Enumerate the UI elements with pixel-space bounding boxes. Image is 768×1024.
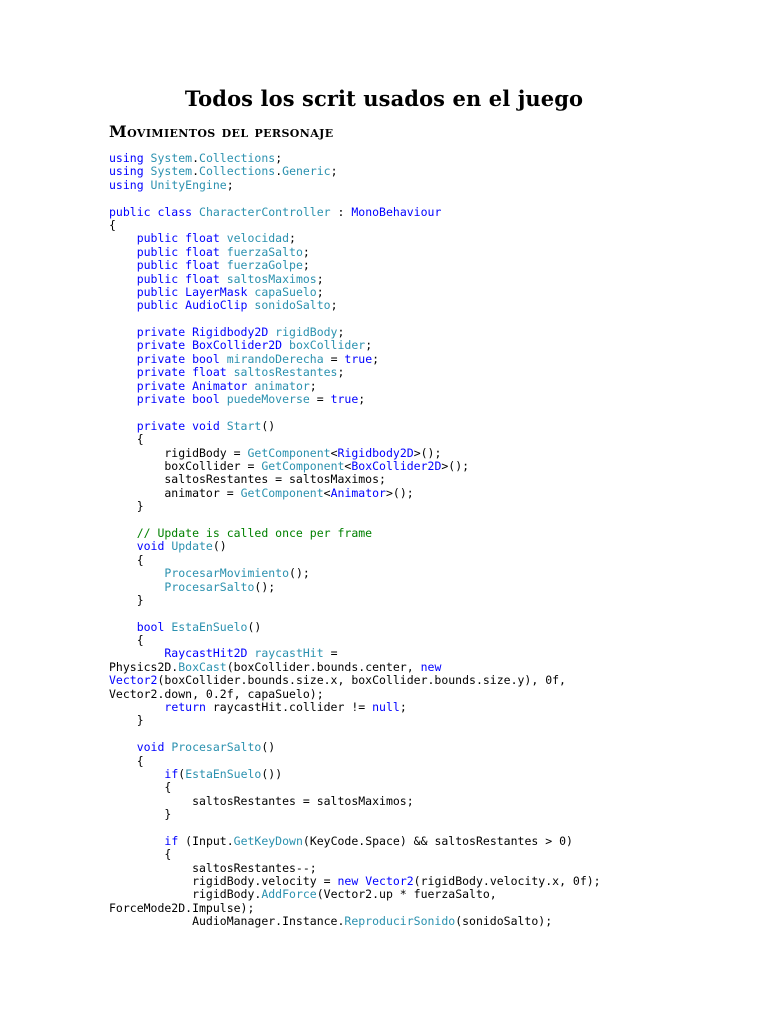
code-token: rigidBody [275,325,338,340]
code-line [109,473,601,486]
code-token: animator = [109,485,241,500]
code-line [109,326,601,339]
code-token: ; [337,365,345,380]
code-token: public class [109,204,200,219]
code-token: () [247,619,262,634]
code-token: () [261,740,276,755]
code-token: Rigidbody2D [337,445,414,460]
code-token: null [372,700,400,715]
code-token: = [309,392,331,407]
code-line [109,299,601,312]
code-token: EstaEnSuelo [185,766,262,781]
code-line [109,902,601,915]
code-token: animator [254,378,310,393]
code-token: new [420,659,442,674]
code-token: ; [302,258,310,273]
code-token: private float [109,365,234,380]
code-line [109,487,601,500]
code-line [109,540,601,553]
code-token: ReproducirSonido [344,914,456,929]
code-line [109,246,601,259]
code-token: GetComponent [240,485,324,500]
code-token: { [109,753,144,768]
code-token [109,767,164,781]
code-line [109,647,601,660]
code-line [109,862,601,875]
code-token: ; [316,271,324,286]
code-line [109,701,601,714]
code-token: true [330,392,359,407]
code-token: { [109,780,172,795]
code-token: RaycastHit2D [109,646,255,661]
code-token: (Vector2.up * fuerzaSalto, [316,887,497,902]
code-line [109,380,601,393]
code-line [109,621,601,634]
code-line [109,339,601,352]
code-line [109,393,601,406]
code-token: ; [399,700,407,715]
code-token: = [323,351,345,366]
code-token: velocidad [226,231,290,246]
code-line [109,165,601,178]
code-line [109,741,601,754]
section-heading: Movimientos del personaje [109,122,334,141]
code-token: public LayerMask [109,284,255,299]
code-token: < [344,458,352,473]
code-token: >(); [441,458,470,473]
code-token: } [109,592,144,607]
document-title: Todos los scrit usados en el juego [184,86,584,111]
code-token: (boxCollider.bounds.size.x, boxCollider.bounds.size.y), 0f, [157,673,566,688]
code-token: EstaEnSuelo [171,619,248,634]
code-line [109,273,601,286]
code-line [109,406,601,419]
code-token: GetKeyDown [233,833,303,848]
code-token: BoxCollider2D [351,458,442,473]
code-token: Collections [199,164,276,179]
code-token: Animator [330,485,386,500]
code-token: capaSuelo [254,284,317,299]
code-line [109,848,601,861]
code-token: < [323,485,331,500]
code-token: fuerzaSalto [226,244,303,259]
code-token: true [344,351,373,366]
code-token: void [109,740,172,755]
code-line [109,888,601,901]
code-token: bool [109,619,172,634]
code-token: System [150,164,193,179]
code-token: (boxCollider.bounds.center, [226,659,421,674]
code-token: GetComponent [247,445,331,460]
code-token: ; [330,298,338,313]
code-token: Generic [282,164,331,179]
code-line [109,835,601,848]
code-token: ProcesarSalto [164,579,255,594]
code-token: ; [372,351,380,366]
code-token: Vector2 [365,874,414,889]
code-line [109,755,601,768]
code-line [109,728,601,741]
code-line [109,366,601,379]
code-line [109,768,601,781]
code-token: } [109,807,172,822]
code-token: Physics2D. [109,659,179,674]
code-token: void [109,539,172,554]
code-line [109,634,601,647]
code-line [109,554,601,567]
code-token: < [330,445,338,460]
code-token: ; [330,164,338,179]
code-line [109,286,601,299]
code-line [109,500,601,513]
code-token: if [164,766,179,781]
code-token: using [109,164,151,179]
code-token: new [337,874,359,889]
code-token: ; [309,378,317,393]
code-token: puedeMoverse [226,392,310,407]
code-token: (Input. [178,833,234,848]
code-token [109,566,164,580]
code-token: saltosRestantes = saltosMaximos; [109,472,386,487]
code-token: Update [171,539,213,554]
code-token: . [192,151,200,165]
code-token: public float [109,231,227,246]
code-line [109,567,601,580]
code-token: fuerzaGolpe [226,258,303,273]
code-token: if [164,833,179,848]
code-line [109,232,601,245]
code-token: { [109,552,144,567]
code-token: MonoBehaviour [351,204,442,219]
code-line [109,353,601,366]
code-token: rigidBody.velocity = [109,874,338,889]
code-token: sonidoSalto [254,298,331,313]
code-token: public float [109,258,227,273]
code-line [109,661,601,674]
code-token: saltosRestantes--; [109,860,317,875]
code-token: = [323,646,338,661]
code-line [109,313,601,326]
code-line [109,808,601,821]
code-token: saltosMaximos [226,271,317,286]
code-token: Start [226,418,262,433]
code-token: System [150,151,193,165]
code-token [109,834,164,848]
code-token: (KeyCode.Space) && saltosRestantes > 0) [302,833,573,848]
code-token: { [109,217,116,232]
code-token: ()) [261,766,283,781]
code-token: { [109,847,172,862]
code-line [109,581,601,594]
code-line [109,514,601,527]
code-line [109,527,601,540]
code-token: ; [337,325,345,340]
code-line [109,219,601,232]
code-token: . [192,164,200,179]
code-token: Vector2 [109,673,158,688]
code-token: ; [365,338,373,353]
code-token: ForceMode2D.Impulse); [109,900,255,915]
code-token: using [109,177,151,192]
code-token: CharacterController [199,204,331,219]
code-token: boxCollider [289,338,366,353]
code-token [109,580,164,594]
code-token: private bool [109,392,227,407]
code-token: saltosRestantes [233,365,338,380]
code-line [109,915,601,928]
code-token: ; [358,392,366,407]
code-token: private Animator [109,378,255,393]
code-line [109,688,601,701]
code-line [109,795,601,808]
code-token: >(); [385,485,414,500]
code-line [109,714,601,727]
code-token: () [212,539,227,554]
code-token: public float [109,244,227,259]
code-token: AudioManager.Instance. [109,914,345,929]
code-token: public AudioClip [109,298,255,313]
code-token: UnityEngine [150,177,227,192]
code-token: using [109,151,151,165]
code-token: public float [109,271,227,286]
code-token: return [164,700,206,715]
code-line [109,447,601,460]
code-token: raycastHit [254,646,324,661]
code-token: private Rigidbody2D [109,325,276,340]
code-line [109,674,601,687]
code-line [109,460,601,473]
code-line [109,875,601,888]
code-token [109,700,164,714]
code-token: rigidBody = [109,445,248,460]
code-line [109,781,601,794]
code-token: ; [302,244,310,259]
code-line [109,206,601,219]
code-token: ; [289,231,296,246]
code-token: >(); [413,445,442,460]
code-token: (rigidBody.velocity.x, 0f); [413,874,601,889]
code-token: (); [289,566,310,581]
code-token: boxCollider = [109,458,262,473]
code-token: rigidBody. [109,887,262,902]
code-token: { [109,633,144,648]
code-block [109,152,601,929]
code-token: mirandoDerecha [226,351,324,366]
code-token: () [261,418,276,433]
code-token: ; [316,284,324,299]
code-token: Vector2.down, 0.2f, capaSuelo); [109,686,324,701]
code-token: ; [226,177,234,192]
code-line [109,433,601,446]
code-token: . [275,164,283,179]
code-token: ( [178,766,186,781]
code-token: BoxCast [178,659,227,674]
code-token: saltosRestantes = saltosMaximos; [109,793,414,808]
code-token: (sonidoSalto); [455,914,553,929]
code-line [109,152,601,165]
code-token: AddForce [261,887,317,902]
code-token: private bool [109,351,227,366]
code-line [109,607,601,620]
code-line [109,822,601,835]
code-token: ProcesarMovimiento [164,566,290,581]
code-token: { [109,432,144,447]
code-line [109,192,601,205]
code-token: } [109,499,144,514]
code-token: private BoxCollider2D [109,338,290,353]
code-token: private void [109,418,227,433]
code-token: (); [254,579,276,594]
code-line [109,420,601,433]
code-token: raycastHit.collider != [205,700,373,715]
code-token: : [330,204,352,219]
code-line [109,179,601,192]
code-token: GetComponent [261,458,345,473]
code-token: Collections [199,151,276,165]
code-line [109,259,601,272]
code-token: ProcesarSalto [171,740,262,755]
code-token: } [109,713,144,728]
code-token: // Update is called once per frame [109,525,373,540]
code-line [109,594,601,607]
code-token: ; [275,151,283,165]
